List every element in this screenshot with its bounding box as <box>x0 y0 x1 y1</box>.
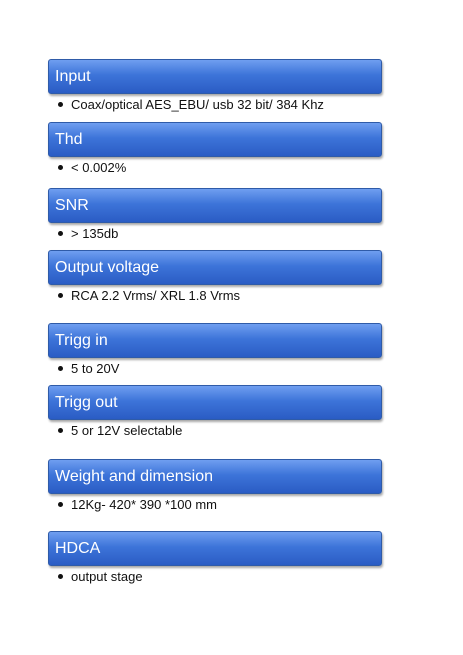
spec-bullet-row <box>58 423 382 439</box>
spec-value-snr: > 135db <box>71 226 119 241</box>
spec-bullet-row <box>58 569 382 585</box>
spec-item-hdca <box>48 531 382 585</box>
spec-bullet-row <box>58 497 382 513</box>
bullet-icon <box>58 165 63 170</box>
spec-item-trigg-out <box>48 385 382 439</box>
spec-bullet-row <box>58 160 382 176</box>
bullet-icon <box>58 428 63 433</box>
spec-bullet-row <box>58 226 382 242</box>
spec-header-input: Input <box>48 59 382 94</box>
bullet-icon <box>58 231 63 236</box>
spec-item-output-voltage <box>48 250 382 304</box>
bullet-icon <box>58 366 63 371</box>
spec-item-weight-and-dimension <box>48 459 382 513</box>
spec-header-trigg-in: Trigg in <box>48 323 382 358</box>
spec-header-hdca: HDCA <box>48 531 382 566</box>
spec-value-hdca: output stage <box>71 569 143 584</box>
spec-value-trigg-out: 5 or 12V selectable <box>71 423 183 438</box>
spec-bullet-row <box>58 97 382 113</box>
bullet-icon <box>58 293 63 298</box>
spec-bullet-row <box>58 361 382 377</box>
spec-item-thd <box>48 122 382 176</box>
spec-value-thd: < 0.002% <box>71 160 127 175</box>
spec-item-trigg-in <box>48 323 382 377</box>
spec-header-weight-and-dimension: Weight and dimension <box>48 459 382 494</box>
spec-header-output-voltage: Output voltage <box>48 250 382 285</box>
spec-header-snr: SNR <box>48 188 382 223</box>
spec-header-trigg-out: Trigg out <box>48 385 382 420</box>
spec-value-trigg-in: 5 to 20V <box>71 361 120 376</box>
spec-bullet-row <box>58 288 382 304</box>
spec-value-output-voltage: RCA 2.2 Vrms/ XRL 1.8 Vrms <box>71 288 241 303</box>
spec-item-snr <box>48 188 382 242</box>
bullet-icon <box>58 102 63 107</box>
bullet-icon <box>58 574 63 579</box>
spec-value-input: Coax/optical AES_EBU/ usb 32 bit/ 384 Khz <box>71 97 324 112</box>
spec-value-weight-and-dimension: 12Kg- 420* 390 *100 mm <box>71 497 217 512</box>
spec-header-thd: Thd <box>48 122 382 157</box>
bullet-icon <box>58 502 63 507</box>
spec-item-input <box>48 59 382 113</box>
